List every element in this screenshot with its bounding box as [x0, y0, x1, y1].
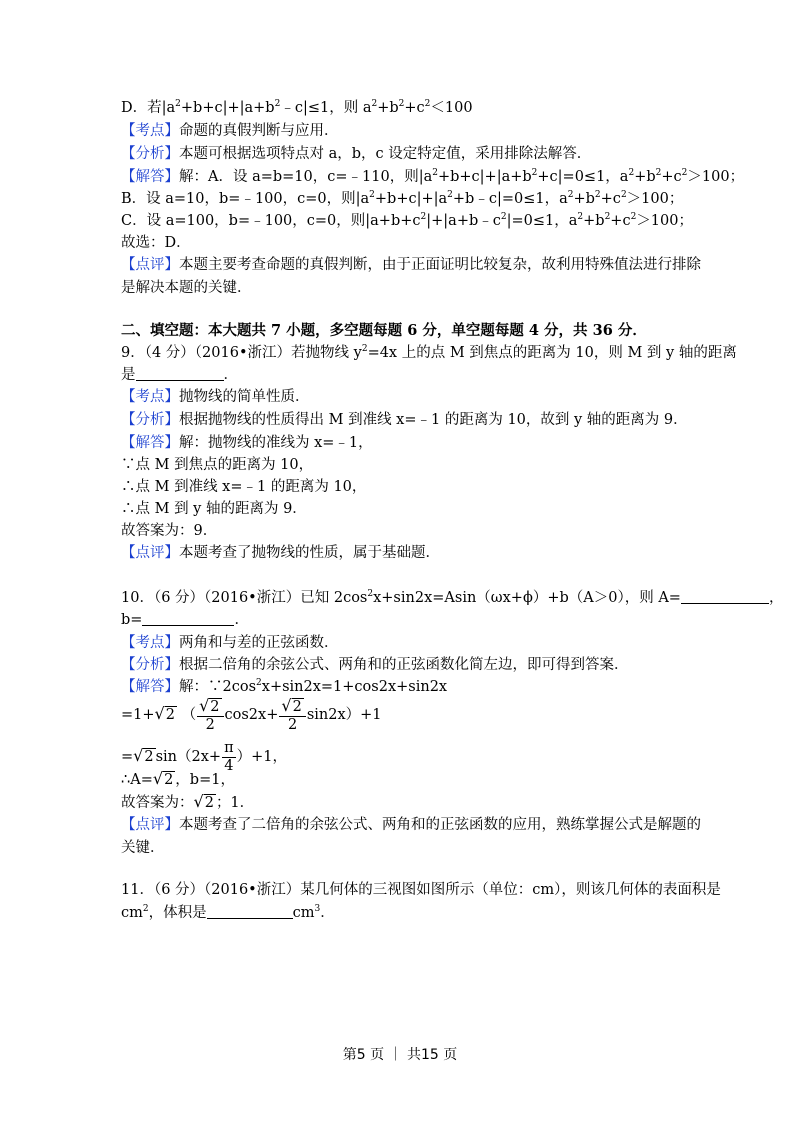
answer-blank — [681, 589, 769, 604]
dianping-9: 【点评】本题考查了抛物线的性质，属于基础题． — [121, 545, 440, 561]
section-heading: 二、填空题：本大题共 7 小题，多空题每题 6 分，单空题每题 4 分，共 36 分． — [121, 322, 647, 339]
fenxi-tag: 【分析】 — [121, 146, 179, 162]
fenxi-9: 【分析】根据抛物线的性质得出 M 到准线 x=﹣1 的距离为 10，故到 y 轴的距离为 9． — [121, 412, 688, 428]
question-9-cont: 是 ． — [121, 367, 238, 383]
equation-3: ∴A=√2 ，b=1， — [121, 769, 235, 788]
sqrt-2: √2 — [152, 769, 174, 788]
answer-10: 故答案为：√2 ；1． — [121, 792, 255, 811]
question-11-cont: $cm^2$，体积是 $cm^3$． — [121, 904, 335, 921]
answer-blank — [207, 904, 293, 919]
step-9-3: ∴点 M 到 y 轴的距离为 9． — [121, 501, 307, 517]
option-d: D．若$|a^2+b+c|+|a+b^2﹣c|\le 1$，则 $a^2+b^2+c^2<100$ — [121, 99, 473, 116]
sqrt-2: √2 — [133, 746, 154, 765]
question-9: 9．（4 分）（2016•浙江）若抛物线 $y^2=4x$ 上的点 M 到焦点的距离为 10，则 M 到 y 轴的距离 — [121, 344, 737, 361]
dianping-tag: 【点评】 — [121, 257, 179, 273]
question-11: 11．（6 分）（2016•浙江）某几何体的三视图如图所示（单位：cm），则该几何体的表面积是 — [121, 882, 721, 898]
sqrt-2: √2 — [154, 704, 175, 723]
dianping-10-cont: 关键． — [121, 840, 165, 856]
question-10: 10．（6 分）（2016•浙江）已知 $2\cos^2x+\sin 2x=Asin(\omega x+\phi)+b(A>0)$，则 A= ， — [121, 589, 784, 606]
answer-blank — [142, 611, 234, 626]
answer-8: 故选：D． — [121, 235, 191, 251]
step-9-2: ∴点 M 到准线 x=﹣1 的距离为 10， — [121, 479, 367, 495]
answer-9: 故答案为：9． — [121, 523, 218, 539]
kaodian-8: 【考点】命题的真假判断与应用． — [121, 123, 339, 139]
equation-1: =1+√2 （ $\frac{√2}{2}$ cos2x+ $\frac{√2}{2}$ sin2x）+1 — [121, 695, 382, 733]
kaodian-10: 【考点】两角和与差的正弦函数． — [121, 635, 339, 651]
question-10-cont: b= ． — [121, 612, 249, 628]
fraction: $\frac{\pi}{4}$ — [224, 739, 234, 774]
sqrt-2: √2 — [193, 792, 214, 811]
equation-2: =√2 sin（2x+ $\frac{\pi}{4}$ ）+1， — [121, 739, 287, 774]
jieda-10: 【解答】解：$\because 2\cos^2x+\sin 2x=1+\cos 2x+\sin 2x$ — [121, 678, 448, 695]
kaodian-9: 【考点】抛物线的简单性质． — [121, 389, 310, 405]
jieda-tag: 【解答】 — [121, 169, 179, 185]
step-9-1: ∵点 M 到焦点的距离为 10， — [121, 457, 314, 473]
solution-b: B．设 a=10，b=﹣100，c=0，则$|a^2+b+c|+|a^2+b﹣c|=0\le 1$，$a^2+b^2+c^2>100$； — [121, 190, 684, 207]
solution-c: C．设 a=100，b=﹣100，c=0，则$|a+b+c^2|+|a+b﹣c^2|=0\le 1$，$a^2+b^2+c^2>100$； — [121, 212, 693, 229]
jieda-8: 【解答】解：A．设 a=b=10，c=﹣110，则$|a^2+b+c|+|a+b^2+c|=0\le 1$，$a^2+b^2+c^2>100$； — [121, 168, 745, 185]
page-footer: 第5 页 ｜ 共15 页 — [342, 1047, 458, 1063]
kaodian-tag: 【考点】 — [121, 123, 179, 139]
fenxi-8: 【分析】本题可根据选项特点对 a，b，c 设定特定值，采用排除法解答． — [121, 146, 592, 162]
fenxi-10: 【分析】根据二倍角的余弦公式、两角和的正弦函数化简左边，即可得到答案． — [121, 657, 629, 673]
fraction: $\frac{√2}{2}$ — [279, 697, 305, 734]
dianping-8: 【点评】本题主要考查命题的真假判断，由于正面证明比较复杂，故利用特殊值法进行排除 — [121, 257, 701, 273]
fraction: $\frac{√2}{2}$ — [197, 697, 223, 734]
dianping-8-cont: 是解决本题的关键． — [121, 280, 252, 296]
dianping-10: 【点评】本题考查了二倍角的余弦公式、两角和的正弦函数的应用，熟练掌握公式是解题的 — [121, 817, 701, 833]
jieda-9: 【解答】解：抛物线的准线为 x=﹣1， — [121, 435, 373, 451]
answer-blank — [136, 366, 224, 381]
